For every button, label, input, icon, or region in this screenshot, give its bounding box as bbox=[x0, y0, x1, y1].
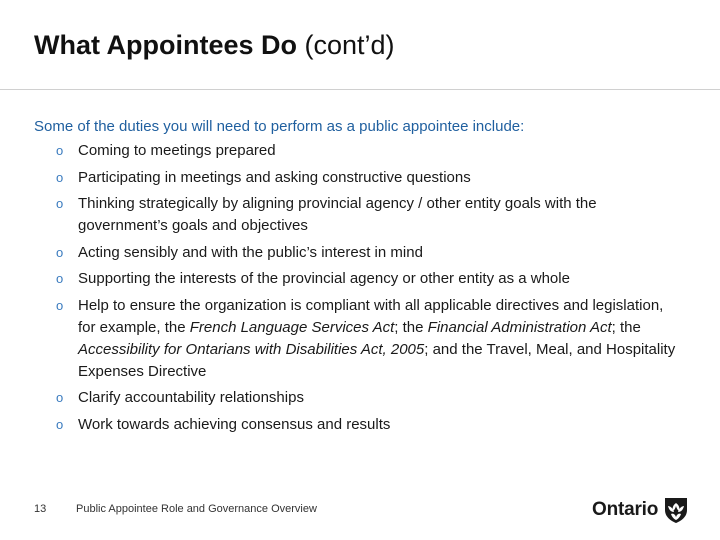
trillium-logo-icon bbox=[663, 496, 689, 524]
duties-list bbox=[56, 140, 676, 440]
bullet-circle-icon: o bbox=[56, 271, 64, 286]
bullet-circle-icon: o bbox=[56, 169, 64, 185]
bullet-text: Work towards achieving consensus and results bbox=[78, 415, 391, 433]
bullet-text: Acting sensibly and with the public’s interest in mind bbox=[78, 243, 423, 261]
bullet-circle-icon: o bbox=[56, 416, 64, 432]
bullet-text: Help to ensure the organization is compliant with all applicable directives and legislation, for example, the bbox=[78, 296, 664, 336]
duty-bullet-item bbox=[56, 140, 676, 162]
duty-bullet-item bbox=[56, 167, 676, 189]
bullet-text: Supporting the interests of the provincial agency or other entity as a whole bbox=[78, 270, 570, 287]
bullet-text: ; the bbox=[611, 318, 641, 336]
bullet-circle-icon: o bbox=[56, 143, 64, 158]
bullet-circle-icon: o bbox=[56, 390, 64, 405]
page-number: 13 bbox=[34, 503, 47, 515]
bullet-text: Participating in meetings and asking constructive questions bbox=[78, 168, 471, 186]
duty-bullet-item bbox=[56, 414, 676, 436]
logo-wordmark: Ontario bbox=[592, 499, 659, 520]
bullet-italic-text: Accessibility for Ontarians with Disabilities Act, 2005 bbox=[78, 340, 425, 358]
duty-bullet-item bbox=[56, 242, 676, 264]
slide-title-suffix: (cont’d) bbox=[297, 30, 395, 60]
footer-title: Public Appointee Role and Governance Overview bbox=[76, 503, 317, 515]
bullet-text: ; the bbox=[394, 318, 428, 336]
bullet-italic-text: French Language Services Act bbox=[189, 318, 395, 336]
bullet-circle-icon: o bbox=[56, 244, 64, 260]
bullet-text: Coming to meetings prepared bbox=[78, 142, 276, 159]
duty-bullet-item bbox=[56, 193, 676, 237]
duty-bullet-item bbox=[56, 387, 676, 409]
bullet-text: ; and the Travel, Meal, and Hospitality Expenses Directive bbox=[78, 340, 676, 380]
duty-bullet-item bbox=[56, 268, 676, 290]
bullet-circle-icon: o bbox=[56, 297, 64, 313]
ontario-logo bbox=[592, 493, 689, 527]
bullet-text: Clarify accountability relationships bbox=[78, 389, 304, 406]
slide-title-main: What Appointees Do bbox=[34, 30, 297, 60]
duty-bullet-item bbox=[56, 295, 676, 383]
bullet-text: Thinking strategically by aligning provincial agency / other entity goals with the government’s goals and objectives bbox=[78, 195, 597, 234]
slide-title bbox=[34, 30, 395, 61]
title-divider bbox=[0, 89, 720, 90]
bullet-circle-icon: o bbox=[56, 196, 64, 211]
bullet-italic-text: Financial Administration Act bbox=[427, 318, 612, 336]
intro-text: Some of the duties you will need to perform as a public appointee include: bbox=[34, 118, 525, 135]
